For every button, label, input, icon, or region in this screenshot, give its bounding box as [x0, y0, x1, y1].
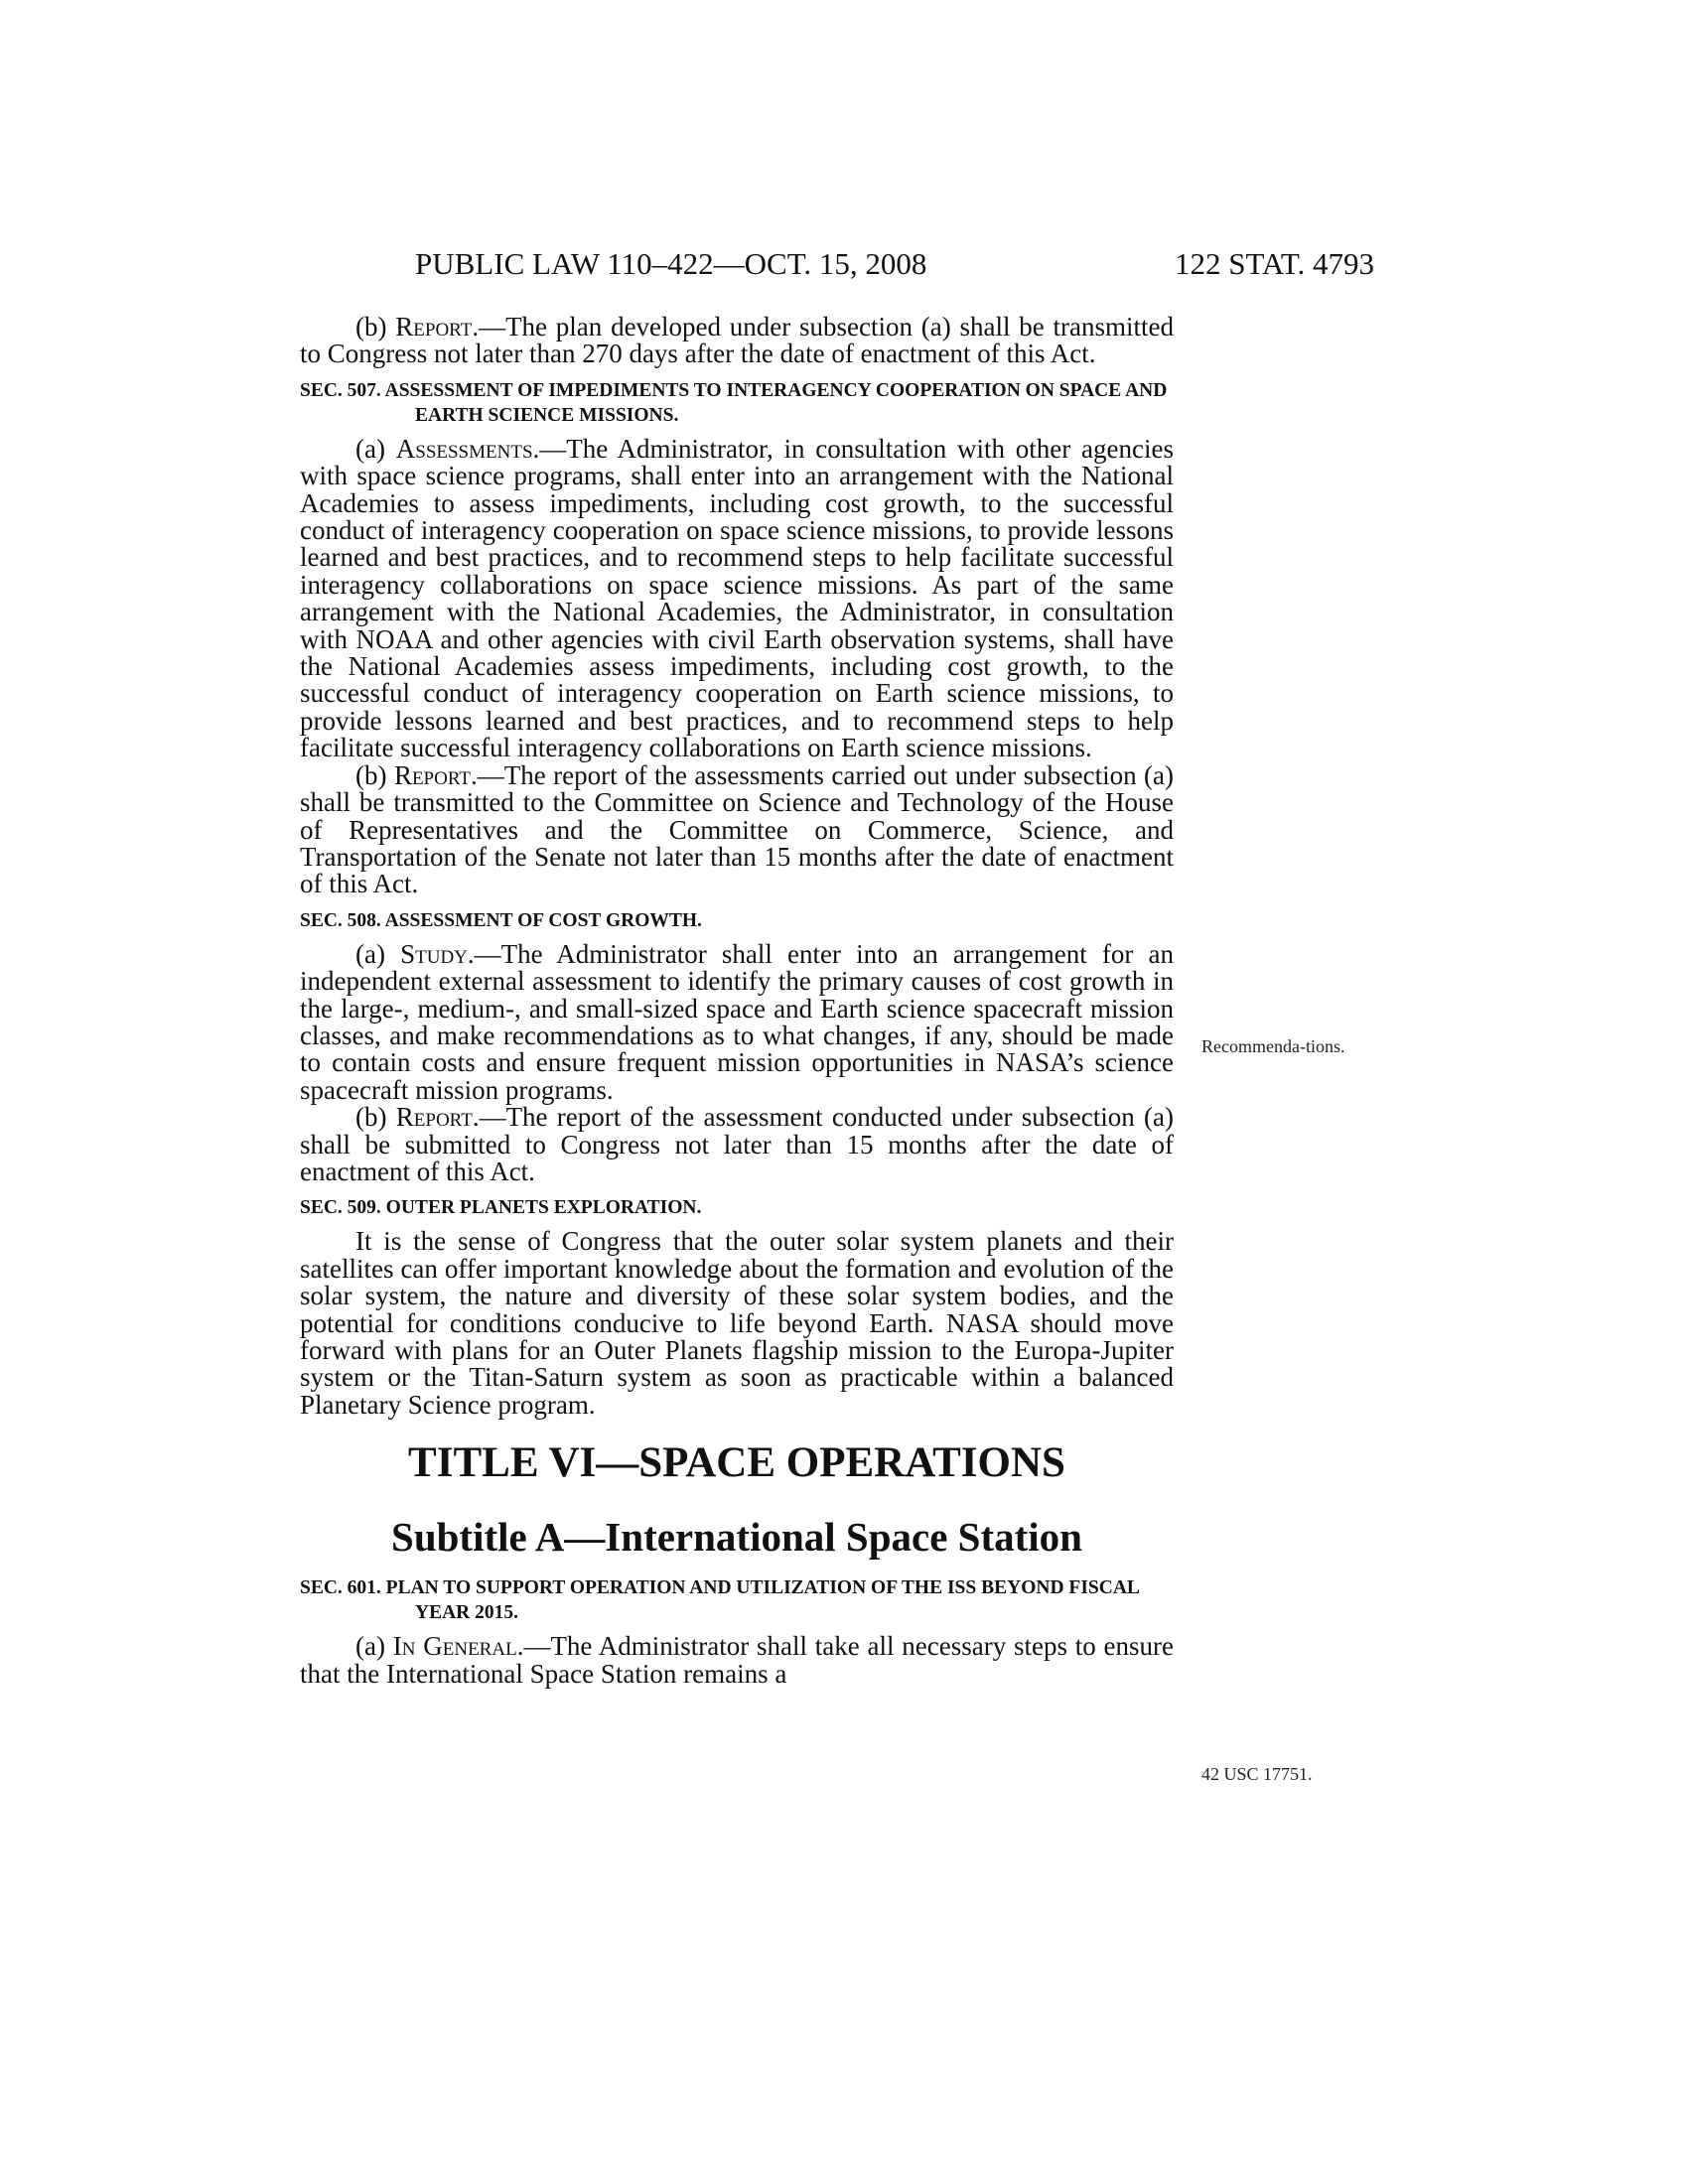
paragraph-heading: Report [395, 1102, 473, 1133]
sec-508-b-paragraph: (b) Report.—The report of the assessment conducted under subsection (a) shall be submitted to Congress not later than 15 months after the date of enactment of this Act. [300, 1102, 1174, 1186]
title-heading: TITLE VI—SPACE OPERATIONS [408, 1439, 1065, 1487]
margin-note-recommendations: Recommenda-tions. [1201, 1036, 1345, 1056]
sec-601-a-paragraph: (a) In General.—The Administrator shall take all necessary steps to ensure that the International Space Station remains a [300, 1631, 1175, 1689]
sec-509-paragraph: It is the sense of Congress that the outer solar system planets and their satellites can offer important knowledge about the formation and evolution of the solar system, the nature and diversity of these solar system bodies, and the potential for conditions conducive to life beyond Earth. NASA should move forward with plans for an Outer Planets flagship mission to the Europa-Jupiter system or the Titan-Saturn system as soon as practicable within a balanced Planetary Science program. [300, 1226, 1174, 1420]
running-header [415, 246, 1374, 286]
sec-506-b-paragraph: (b) Report.—The plan developed under subsection (a) shall be transmitted to Congress not later than 270 days after the date of enactment of this Act. [300, 312, 1175, 369]
subtitle-heading: Subtitle A—International Space Station [391, 1514, 1082, 1561]
paragraph-heading: Assessments [395, 433, 533, 464]
sec-507-a-paragraph: (a) Assessments.—The Administrator, in consultation with other agencies with space science programs, shall enter into an arrangement with the National Academies to assess impediments, including cost growth, to the successful conduct of interagency cooperation on space science missions, to provide lessons learned and best practices, and to recommend steps to help facilitate successful interagency collaborations on space science missions. As part of the same arrangement with the National Academies, the Administrator, in consultation with NOAA and other agencies with civil Earth observation systems, shall have the National Academies assess impediments, including cost growth, to the successful conduct of interagency cooperation on Earth science missions, to provide lessons learned and best practices, and to recommend steps to help facilitate successful interagency collaborations on Earth science missions. [300, 433, 1174, 763]
sec-508-heading: SEC. 508. ASSESSMENT OF COST GROWTH. [300, 909, 702, 931]
paragraph-heading: In General [392, 1631, 517, 1662]
sec-508-a-paragraph: (a) Study.—The Administrator shall enter into an arrangement for an independent external assessment to identify the primary causes of cost growth in the large-, medium-, and small-sized space and Earth science spacecraft mission classes, and make recommendations as to what changes, if any, should be made to contain costs and ensure frequent mission opportunities in NASA’s science spacecraft mission programs. [300, 938, 1175, 1105]
paragraph-heading: Report [393, 759, 471, 790]
paragraph-heading: Study [400, 938, 468, 969]
document-body [300, 314, 1174, 1688]
margin-note-usc-citation: 42 USC 17751. [1201, 1764, 1313, 1784]
sec-507-b-paragraph: (b) Report.—The report of the assessments carried out under subsection (a) shall be transmitted to the Committee on Science and Technology of the House of Representatives and the Committee on Commerce, Science, and Transportation of the Senate not later than 15 months after the date of enactment of this Act. [300, 759, 1175, 899]
sec-507-heading: SEC. 507. ASSESSMENT OF IMPEDIMENTS TO INTERAGENCY COOPERATION ON SPACE AND EARTH SCIENCE MISSIONS. [300, 379, 1168, 426]
sec-601-heading: SEC. 601. PLAN TO SUPPORT OPERATION AND UTILIZATION OF THE ISS BEYOND FISCAL YEAR 2015. [300, 1577, 1139, 1624]
statute-page-number: 122 STAT. 4793 [1174, 246, 1374, 281]
sec-509-heading: SEC. 509. OUTER PLANETS EXPLORATION. [300, 1197, 702, 1219]
paragraph-heading: Report [395, 312, 473, 341]
law-citation: PUBLIC LAW 110–422—OCT. 15, 2008 [415, 246, 927, 281]
